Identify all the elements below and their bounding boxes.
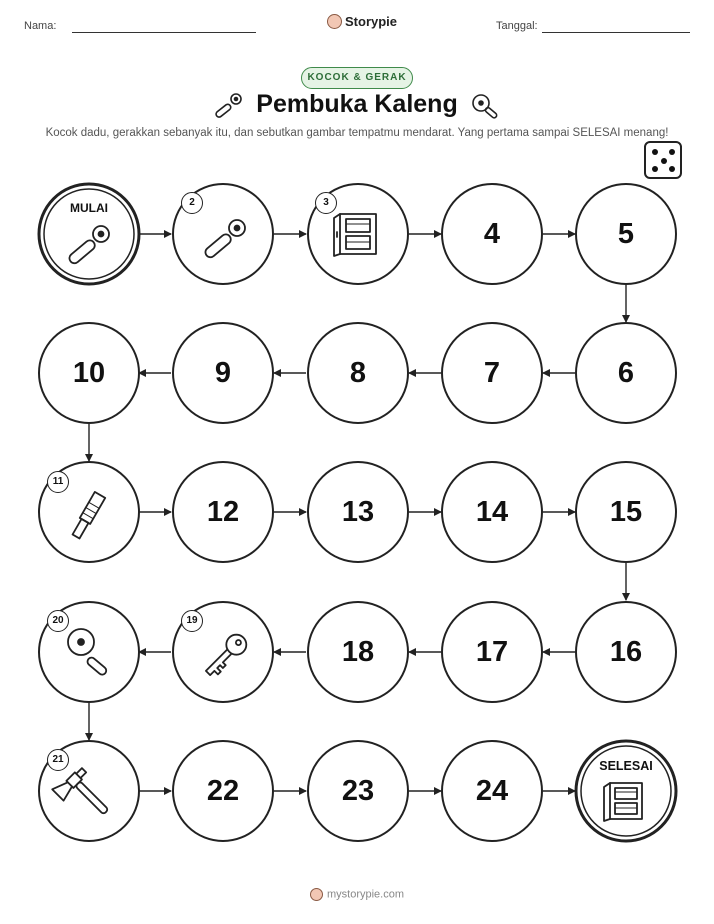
page-title: Pembuka Kaleng xyxy=(256,90,458,118)
finish-label: SELESAI xyxy=(599,759,653,773)
cell-number-badge: 21 xyxy=(47,749,69,771)
cell-number: 8 xyxy=(349,357,367,389)
cell-number: 12 xyxy=(206,496,240,528)
cell-number-badge: 2 xyxy=(181,192,203,214)
cell-number: 10 xyxy=(72,357,106,389)
brand-name: Storypie xyxy=(345,14,398,29)
footer-url[interactable]: mystorypie.com xyxy=(326,888,405,901)
name-label: Nama: xyxy=(24,20,57,32)
cell-number: 5 xyxy=(617,218,635,250)
cell-number-badge: 11 xyxy=(47,471,69,493)
cell-number: 7 xyxy=(483,357,501,389)
cell-number-badge: 3 xyxy=(315,192,337,214)
footer xyxy=(0,888,714,901)
cell-number-badge: 19 xyxy=(181,610,203,632)
cell-number: 13 xyxy=(341,496,375,528)
cell-number: 6 xyxy=(617,357,635,389)
cell-number: 16 xyxy=(609,636,643,668)
cell-number-badge: 20 xyxy=(47,610,69,632)
start-label: MULAI xyxy=(70,201,108,215)
cell-number: 17 xyxy=(475,636,509,668)
cell-number: 4 xyxy=(483,218,501,250)
cell-number: 15 xyxy=(609,496,643,528)
cell-number: 24 xyxy=(475,775,509,807)
mascot-icon xyxy=(310,888,323,901)
cell-number: 9 xyxy=(214,357,232,389)
cell-number: 14 xyxy=(475,496,509,528)
cell-number: 23 xyxy=(341,775,375,807)
category-badge: KOCOK & GERAK xyxy=(301,67,413,89)
instructions: Kocok dadu, gerakkan sebanyak itu, dan sebutkan gambar tempatmu mendarat. Yang pertama sampai SELESAI menang! xyxy=(45,127,669,139)
cell-number: 22 xyxy=(206,775,240,807)
cell-number: 18 xyxy=(341,636,375,668)
date-label: Tanggal: xyxy=(496,20,538,32)
